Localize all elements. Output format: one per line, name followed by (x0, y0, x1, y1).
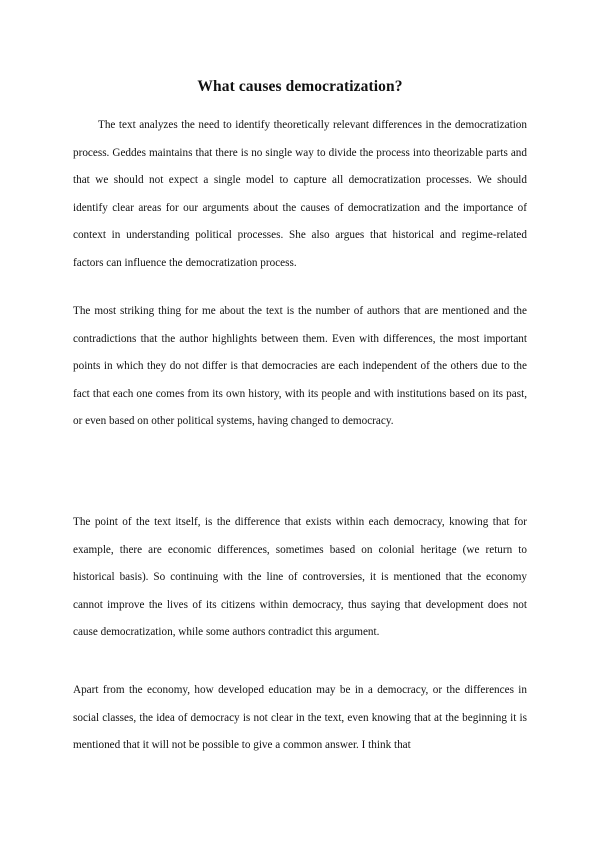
document-title: What causes democratization? (197, 78, 403, 95)
paragraph-3: The point of the text itself, is the difference that exists within each democracy, knowing that for example, there are economic differences, sometimes based on colonial heritage (we return to historical basis). So continuing with the line of controversies, it is mentioned that the economy cannot improve the lives of its citizens within democracy, thus saying that development does not cause democratization, while some authors contradict this argument. (73, 516, 527, 639)
paragraph-2: The most striking thing for me about the text is the number of authors that are mentioned and the contradictions that the author highlights between them. Even with differences, the most important points in which they do not differ is that democracies are each independent of the others due to the fact that each one comes from its own history, with its people and with institutions based on its past, or even based on other political systems, having changed to democracy. (73, 305, 527, 428)
paragraph-1: The text analyzes the need to identify theoretically relevant differences in the democratization process. Geddes maintains that there is no single way to divide the process into theorizable parts and that we should not expect a single model to capture all democratization processes. We should identify clear areas for our arguments about the causes of democratization and the importance of context in understanding political processes. She also argues that historical and regime-related factors can influence the democratization process. (73, 119, 527, 269)
paragraph-4: Apart from the economy, how developed education may be in a democracy, or the differences in social classes, the idea of democracy is not clear in the text, even knowing that at the beginning it is mentioned that it will not be possible to give a common answer. I think that (73, 684, 527, 752)
